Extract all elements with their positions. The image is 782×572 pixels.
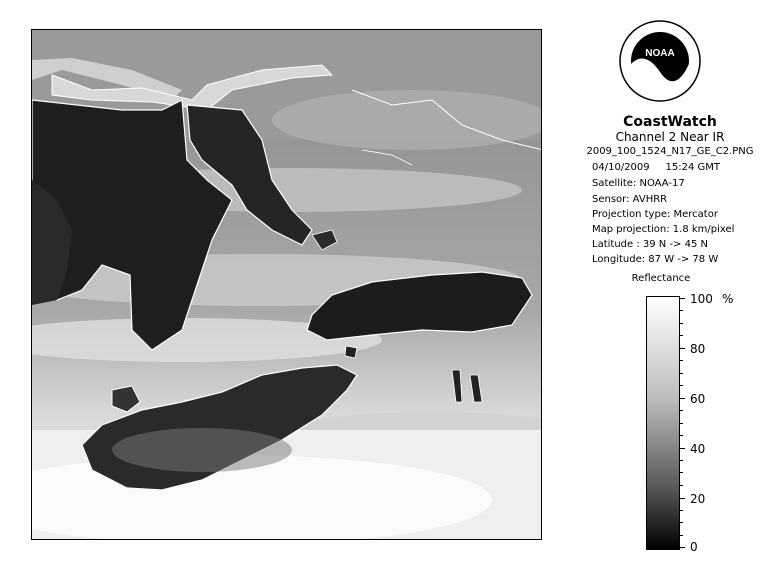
colorbar-tick — [680, 398, 685, 399]
sensor-info: Sensor: AVHRR — [592, 194, 668, 205]
colorbar-minor-tick — [680, 360, 683, 361]
date: 04/10/2009 — [592, 162, 650, 173]
colorbar-tick — [680, 348, 685, 349]
colorbar-unit: % — [722, 292, 734, 306]
colorbar-minor-tick — [680, 385, 683, 386]
datetime — [592, 162, 720, 174]
colorbar-minor-tick — [680, 460, 683, 461]
time: 15:24 GMT — [665, 162, 721, 173]
colorbar-tick — [680, 547, 685, 548]
colorbar-minor-tick — [680, 335, 683, 336]
map-projection: Map projection: 1.8 km/pixel — [592, 224, 735, 235]
colorbar-tick — [680, 448, 685, 449]
file-name: 2009_100_1524_N17_GE_C2.PNG — [586, 146, 754, 157]
colorbar-minor-tick — [680, 472, 683, 473]
colorbar-tick-label: 0 — [690, 540, 698, 554]
colorbar-minor-tick — [680, 323, 683, 324]
colorbar-tick-label: 20 — [690, 492, 706, 506]
colorbar-minor-tick — [680, 373, 683, 374]
colorbar-minor-tick — [680, 522, 683, 523]
colorbar-minor-tick — [680, 310, 683, 311]
colorbar-tick-label: 100 — [690, 292, 713, 306]
colorbar-tick-label: 40 — [690, 442, 706, 456]
brand-title: CoastWatch — [623, 114, 717, 130]
colorbar-tick-label: 80 — [690, 342, 706, 356]
colorbar-tick — [680, 498, 685, 499]
projection-type: Projection type: Mercator — [592, 209, 718, 220]
longitude-range: Longitude: 87 W -> 78 W — [592, 254, 719, 265]
colorbar-tick-label: 60 — [690, 392, 706, 406]
colorbar-minor-tick — [680, 485, 683, 486]
channel-label: Channel 2 Near IR — [615, 130, 725, 144]
satellite-info: Satellite: NOAA-17 — [592, 178, 685, 189]
colorbar-title: Reflectance — [631, 273, 691, 284]
colorbar-minor-tick — [680, 510, 683, 511]
colorbar-minor-tick — [680, 435, 683, 436]
satellite-image — [31, 29, 542, 540]
reflectance-colorbar — [646, 296, 680, 550]
svg-text:NOAA: NOAA — [645, 48, 675, 59]
latitude-range: Latitude : 39 N -> 45 N — [592, 239, 708, 250]
colorbar-minor-tick — [680, 423, 683, 424]
colorbar-tick — [680, 298, 685, 299]
colorbar-minor-tick — [680, 410, 683, 411]
noaa-logo — [619, 20, 701, 102]
colorbar-minor-tick — [680, 535, 683, 536]
